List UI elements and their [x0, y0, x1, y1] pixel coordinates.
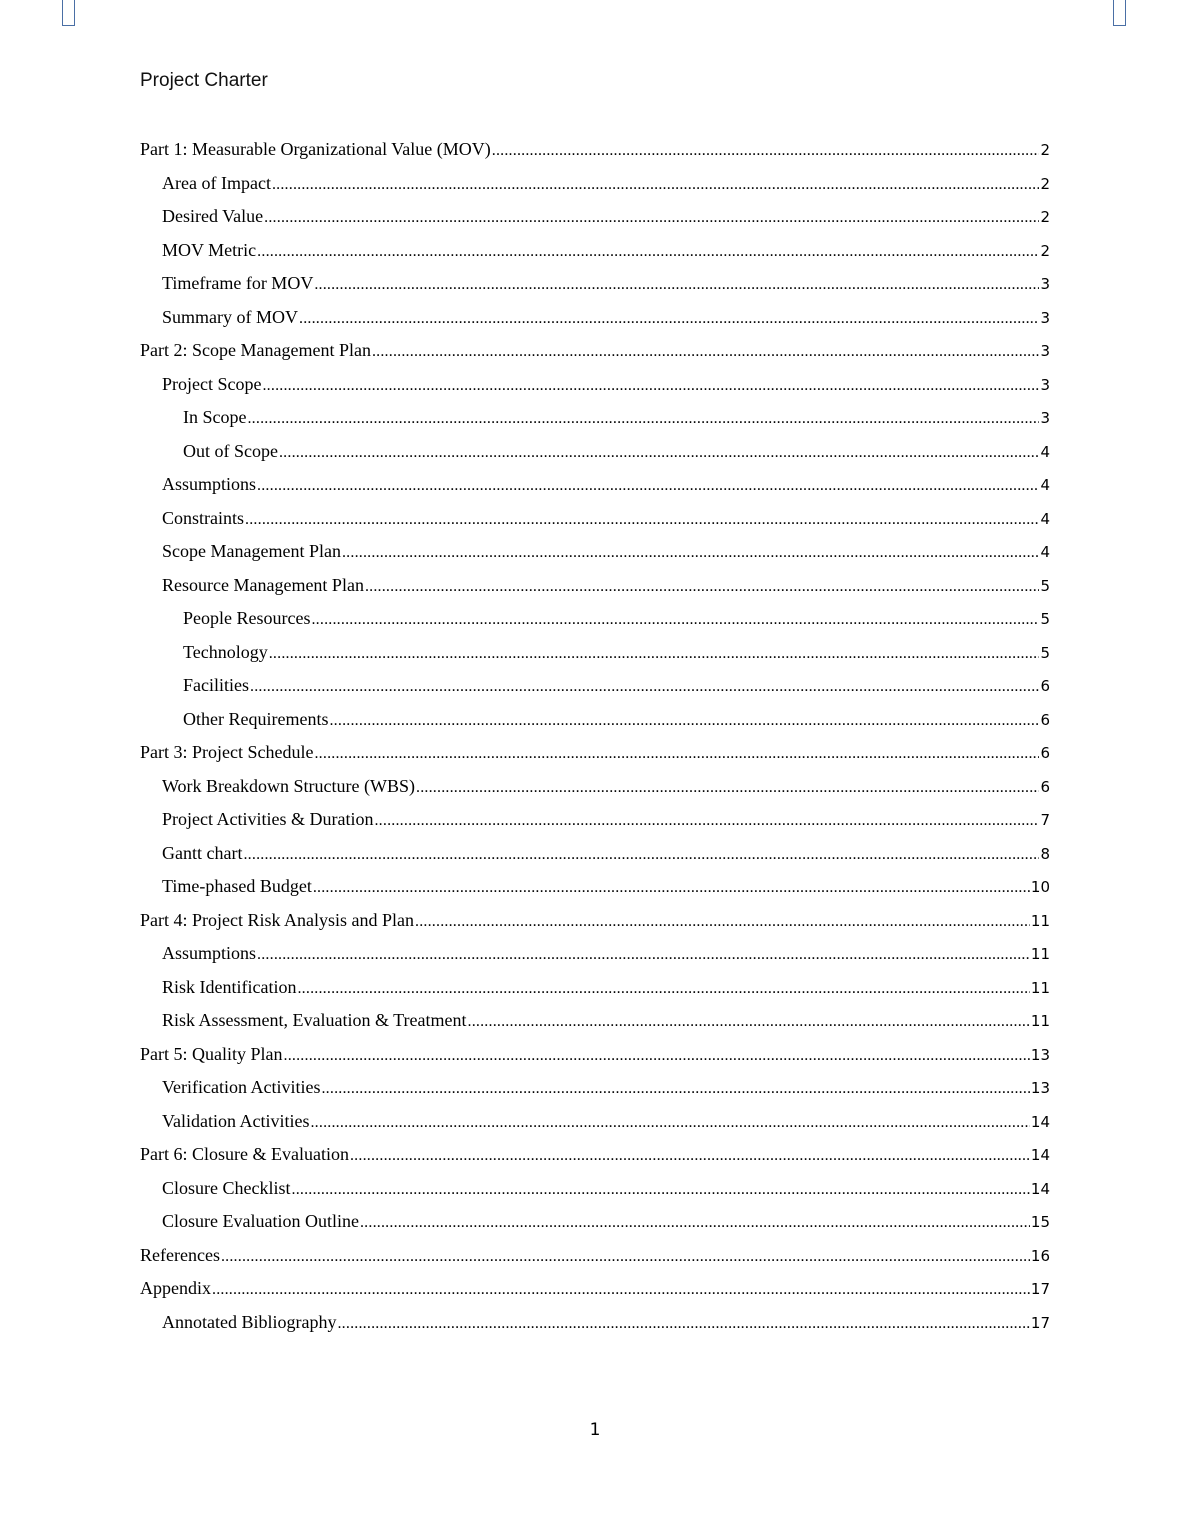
toc-dot-leader [250, 678, 1039, 696]
toc-entry[interactable] [140, 340, 1050, 374]
toc-entry[interactable] [140, 809, 1050, 843]
toc-entry-label[interactable]: Annotated Bibliography [162, 1311, 337, 1332]
toc-entry-label[interactable]: People Resources [183, 608, 311, 628]
toc-dot-leader [321, 1080, 1029, 1098]
toc-dot-leader [310, 1114, 1029, 1132]
toc-dot-leader [299, 310, 1039, 328]
toc-entry[interactable] [140, 1111, 1050, 1145]
toc-entry[interactable] [140, 1010, 1050, 1044]
toc-entry[interactable] [140, 709, 1050, 743]
toc-dot-leader [243, 846, 1039, 864]
toc-dot-leader [342, 544, 1039, 562]
toc-dot-leader [372, 343, 1040, 361]
toc-entry-page[interactable]: 11 [1030, 978, 1050, 997]
toc-entry-label[interactable]: Validation Activities [162, 1110, 310, 1131]
toc-entry-page[interactable]: 15 [1030, 1213, 1050, 1231]
toc-entry-label[interactable]: Appendix [140, 1278, 211, 1298]
toc-entry-label[interactable]: Out of Scope [183, 440, 278, 461]
toc-entry-label[interactable]: Project Activities & Duration [162, 809, 374, 829]
toc-entry[interactable] [140, 1278, 1050, 1312]
toc-entry[interactable] [140, 307, 1050, 341]
toc-entry[interactable] [140, 575, 1050, 609]
toc-entry-label[interactable]: Technology [183, 641, 268, 662]
toc-entry-page[interactable]: 14 [1030, 1179, 1050, 1198]
toc-entry-page[interactable]: 7 [1040, 811, 1050, 829]
toc-entry-label[interactable]: Gantt chart [162, 842, 243, 863]
toc-entry-label[interactable]: Timeframe for MOV [162, 273, 314, 293]
toc-dot-leader [350, 1147, 1030, 1165]
toc-entry-label[interactable]: Part 4: Project Risk Analysis and Plan [140, 909, 414, 930]
toc-dot-leader [416, 779, 1039, 797]
toc-entry[interactable] [140, 374, 1050, 408]
toc-entry[interactable] [140, 977, 1050, 1011]
toc-entry[interactable] [140, 1245, 1050, 1279]
toc-entry-label[interactable]: Part 1: Measurable Organizational Value (MOV) [140, 139, 491, 159]
toc-entry-page[interactable]: 11 [1030, 945, 1050, 963]
toc-entry-page[interactable]: 16 [1030, 1246, 1050, 1265]
toc-entry-page[interactable]: 2 [1040, 174, 1050, 193]
toc-dot-leader [245, 511, 1039, 529]
toc-dot-leader [221, 1248, 1030, 1266]
toc-entry-label[interactable]: Part 5: Quality Plan [140, 1043, 283, 1064]
toc-entry[interactable] [140, 910, 1050, 944]
toc-entry-label[interactable]: Time-phased Budget [162, 876, 312, 896]
toc-entry-label[interactable]: Closure Evaluation Outline [162, 1211, 359, 1231]
toc-dot-leader [314, 745, 1039, 763]
page-number: 1 [589, 1420, 601, 1440]
toc-dot-leader [257, 243, 1039, 261]
toc-entry-page[interactable]: 4 [1040, 543, 1050, 561]
toc-entry-page[interactable]: 14 [1030, 1112, 1050, 1131]
toc-entry-label[interactable]: Desired Value [162, 206, 264, 226]
toc-entry-label[interactable]: Resource Management Plan [162, 574, 364, 595]
toc-dot-leader [360, 1214, 1030, 1232]
toc-entry-page[interactable]: 2 [1040, 241, 1050, 260]
toc-entry[interactable] [140, 474, 1050, 508]
toc-entry-page[interactable]: 2 [1040, 141, 1050, 159]
toc-entry-label[interactable]: Constraints [162, 507, 245, 528]
toc-entry-label[interactable]: Project Scope [162, 373, 262, 394]
toc-entry-page[interactable]: 6 [1040, 744, 1050, 762]
toc-entry-label[interactable]: Work Breakdown Structure (WBS) [162, 775, 415, 796]
toc-entry[interactable] [140, 742, 1050, 776]
toc-entry-page[interactable]: 3 [1040, 308, 1050, 327]
toc-entry-label[interactable]: Facilities [183, 675, 249, 695]
toc-dot-leader [212, 1281, 1030, 1299]
toc-dot-leader [247, 410, 1039, 428]
toc-entry-page[interactable]: 3 [1040, 275, 1050, 293]
toc-entry[interactable] [140, 508, 1050, 542]
toc-dot-leader [292, 1181, 1030, 1199]
toc-entry-page[interactable]: 6 [1040, 677, 1050, 695]
crop-mark-right [1113, 0, 1126, 26]
toc-entry-page[interactable]: 6 [1040, 777, 1050, 796]
toc-entry-label[interactable]: Risk Identification [162, 976, 297, 997]
toc-dot-leader [415, 913, 1030, 931]
toc-entry-page[interactable]: 11 [1030, 1012, 1050, 1030]
toc-entry[interactable] [140, 1144, 1050, 1178]
toc-entry-page[interactable]: 13 [1030, 1045, 1050, 1064]
toc-entry-page[interactable]: 2 [1040, 208, 1050, 226]
toc-entry-page[interactable]: 13 [1030, 1079, 1050, 1097]
toc-entry-page[interactable]: 5 [1040, 610, 1050, 628]
toc-dot-leader [297, 980, 1029, 998]
toc-entry[interactable] [140, 240, 1050, 274]
toc-entry-page[interactable]: 14 [1030, 1146, 1050, 1164]
toc-entry[interactable] [140, 206, 1050, 240]
toc-dot-leader [374, 812, 1039, 830]
toc-dot-leader [264, 209, 1039, 227]
toc-entry-label[interactable]: Part 6: Closure & Evaluation [140, 1144, 349, 1164]
toc-entry[interactable] [140, 776, 1050, 810]
toc-entry[interactable] [140, 173, 1050, 207]
toc-entry-page[interactable]: 6 [1040, 710, 1050, 729]
table-of-contents [140, 139, 1050, 1345]
toc-dot-leader [314, 276, 1039, 294]
toc-entry[interactable] [140, 407, 1050, 441]
toc-entry-page[interactable]: 10 [1030, 878, 1050, 896]
toc-dot-leader [337, 1315, 1029, 1333]
toc-entry-label[interactable]: Summary of MOV [162, 306, 298, 327]
crop-mark-left [62, 0, 75, 26]
toc-entry-page[interactable]: 3 [1040, 409, 1050, 427]
toc-entry[interactable] [140, 943, 1050, 977]
toc-entry-label[interactable]: Closure Checklist [162, 1177, 291, 1198]
toc-dot-leader [313, 879, 1030, 897]
toc-entry-label[interactable]: Other Requirements [183, 708, 329, 729]
toc-entry-label[interactable]: Scope Management Plan [162, 541, 341, 561]
toc-entry-label[interactable]: References [140, 1244, 220, 1265]
toc-entry[interactable] [140, 675, 1050, 709]
toc-entry-label[interactable]: Verification Activities [162, 1077, 321, 1097]
toc-entry-page[interactable]: 11 [1030, 911, 1050, 930]
toc-dot-leader [284, 1047, 1030, 1065]
toc-entry-label[interactable]: Risk Assessment, Evaluation & Treatment [162, 1010, 467, 1030]
toc-entry[interactable] [140, 1077, 1050, 1111]
toc-entry-label[interactable]: MOV Metric [162, 239, 257, 260]
toc-entry-page[interactable]: 3 [1040, 375, 1050, 394]
toc-entry[interactable] [140, 843, 1050, 877]
page-header-title: Project Charter [140, 70, 268, 91]
toc-entry[interactable] [140, 1044, 1050, 1078]
toc-entry[interactable] [140, 608, 1050, 642]
toc-dot-leader [262, 377, 1039, 395]
toc-dot-leader [492, 142, 1040, 160]
toc-entry[interactable] [140, 642, 1050, 676]
toc-entry-label[interactable]: Assumptions [162, 943, 257, 963]
toc-entry[interactable] [140, 1178, 1050, 1212]
toc-dot-leader [272, 176, 1040, 194]
toc-dot-leader [279, 444, 1039, 462]
toc-entry[interactable] [140, 441, 1050, 475]
toc-entry[interactable] [140, 876, 1050, 910]
toc-entry-page[interactable]: 17 [1030, 1280, 1050, 1298]
toc-entry[interactable] [140, 273, 1050, 307]
toc-entry-page[interactable]: 4 [1040, 509, 1050, 528]
toc-dot-leader [257, 477, 1039, 495]
toc-dot-leader [365, 578, 1040, 596]
toc-entry-page[interactable]: 17 [1030, 1313, 1050, 1332]
toc-entry[interactable] [140, 1211, 1050, 1245]
toc-dot-leader [257, 946, 1030, 964]
toc-entry-label[interactable]: Assumptions [162, 474, 257, 494]
toc-entry[interactable] [140, 139, 1050, 173]
toc-entry[interactable] [140, 541, 1050, 575]
toc-entry-label[interactable]: Area of Impact [162, 172, 271, 193]
toc-entry-label[interactable]: Part 2: Scope Management Plan [140, 340, 371, 360]
toc-dot-leader [329, 712, 1039, 730]
toc-dot-leader [311, 611, 1039, 629]
toc-entry-page[interactable]: 3 [1040, 342, 1050, 360]
toc-entry-page[interactable]: 4 [1040, 476, 1050, 494]
toc-entry-page[interactable]: 8 [1040, 844, 1050, 863]
toc-entry-label[interactable]: Part 3: Project Schedule [140, 742, 314, 762]
toc-entry-page[interactable]: 4 [1040, 442, 1050, 461]
toc-dot-leader [468, 1013, 1030, 1031]
toc-entry-label[interactable]: In Scope [183, 407, 247, 427]
toc-entry-page[interactable]: 5 [1040, 643, 1050, 662]
toc-dot-leader [269, 645, 1040, 663]
toc-entry[interactable] [140, 1312, 1050, 1346]
toc-entry-page[interactable]: 5 [1040, 576, 1050, 595]
